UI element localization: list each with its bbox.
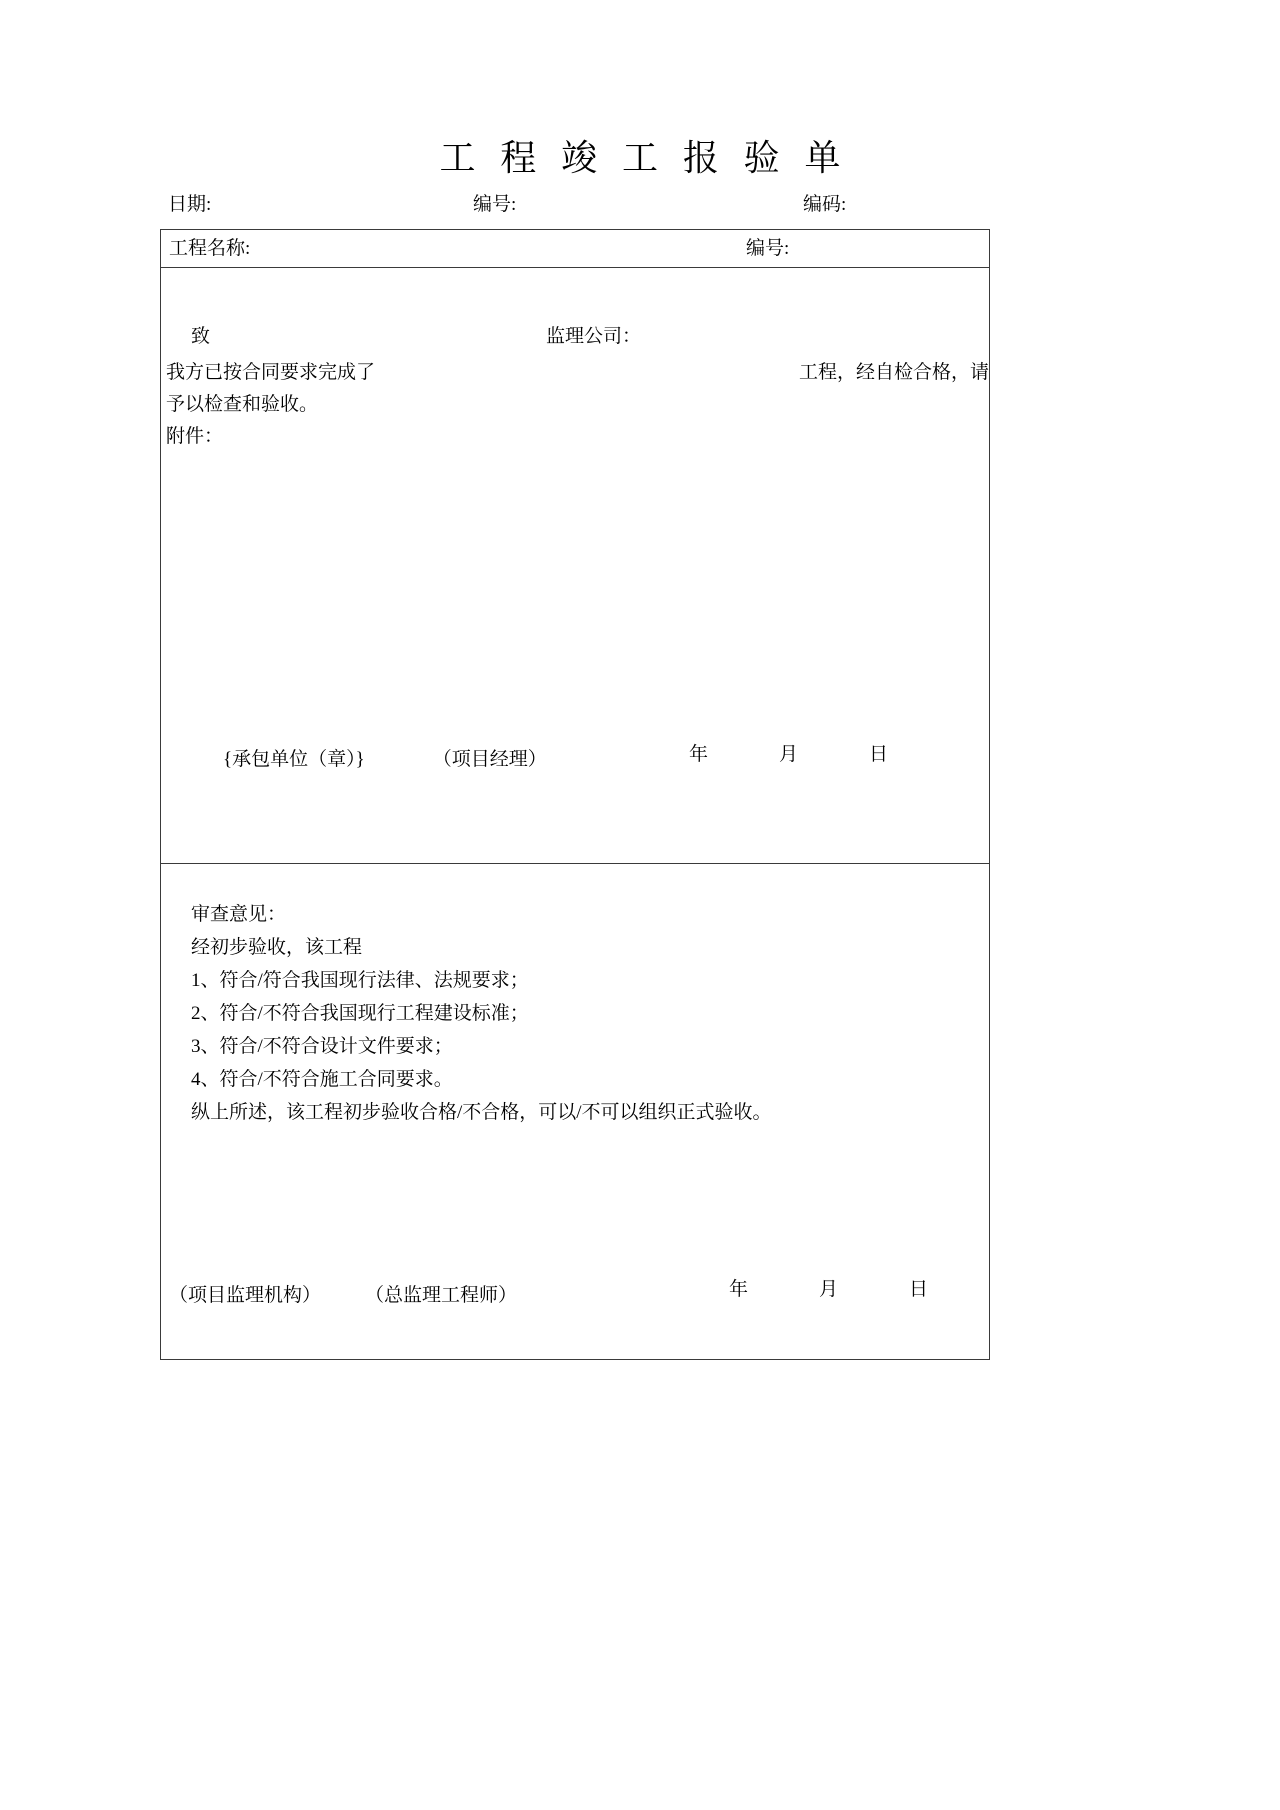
addressee-line — [161, 322, 989, 352]
contractor-date-line — [651, 710, 888, 800]
code-label: 编码: — [803, 194, 847, 215]
contractor-year-label: 年 — [689, 744, 709, 765]
review-date-line — [691, 1245, 928, 1335]
contractor-month-label: 月 — [779, 744, 799, 765]
project-manager-label: （项目经理） — [432, 749, 547, 770]
form-table — [160, 229, 990, 1360]
project-number-label: 编号: — [746, 238, 790, 259]
review-intro-text: 经初步验收，该工程 — [191, 937, 363, 958]
review-item-2: 2、符合/不符合我国现行工程建设标准； — [191, 1003, 529, 1024]
review-item-3: 3、符合/不符合设计文件要求； — [191, 1036, 453, 1057]
date-label: 日期: — [168, 194, 212, 215]
contractor-signature-line — [223, 745, 547, 775]
contractor-seal-label: {承包单位（章）} — [223, 749, 365, 770]
number-label: 编号: — [473, 194, 517, 215]
declaration-right-text: 工程，经自检合格，请 — [798, 362, 989, 383]
page-title: 工 程 竣 工 报 验 单 — [439, 138, 849, 178]
header-meta-row — [168, 192, 990, 218]
review-day-label: 日 — [909, 1279, 929, 1300]
review-conclusion-text: 纵上所述，该工程初步验收合格/不合格，可以/不可以组织正式验收。 — [191, 1102, 772, 1123]
review-section — [161, 864, 989, 1359]
project-info-row — [161, 230, 989, 268]
review-signature-line — [169, 1281, 517, 1311]
supervision-org-label: （项目监理机构） — [169, 1285, 322, 1306]
review-year-label: 年 — [729, 1279, 749, 1300]
attachment-label: 附件： — [166, 426, 224, 447]
review-opinion-label: 审查意见： — [191, 904, 287, 925]
declaration-line-2: 予以检查和验收。 — [166, 394, 319, 415]
review-item-1: 1、符合/符合我国现行法律、法规要求； — [191, 970, 529, 991]
supervision-company-label: 监理公司： — [546, 326, 642, 347]
declaration-line-1 — [161, 358, 989, 388]
addressee-prefix: 致 — [191, 326, 211, 347]
review-item-4: 4、符合/不符合施工合同要求。 — [191, 1069, 453, 1090]
review-month-label: 月 — [819, 1279, 839, 1300]
declaration-left-text: 我方已按合同要求完成了 — [166, 362, 376, 383]
project-name-label: 工程名称: — [169, 238, 251, 259]
contractor-section — [161, 268, 989, 864]
chief-supervisor-label: （总监理工程师） — [365, 1285, 518, 1306]
review-text-block — [191, 898, 772, 1129]
contractor-day-label: 日 — [869, 744, 889, 765]
